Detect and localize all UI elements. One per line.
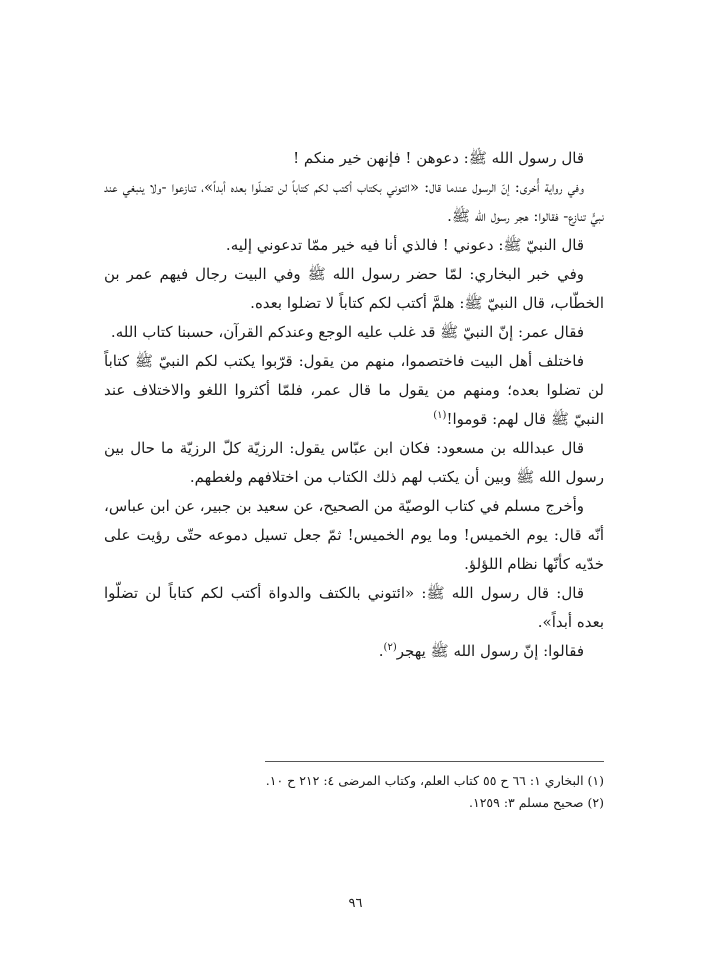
footnote-ref-2: (٢)	[383, 642, 397, 653]
paragraph-10	[104, 637, 604, 666]
paragraph-3: قال النبيّ ﷺ: دعوني ! فالذي أنا فيه خير ممّا تدعوني إليه.	[225, 236, 584, 254]
paragraph-2: وفي رواية أُخرى: إنّ الرسول عندما قال: «ائتوني بكتاب أكتب لكم كتاباً لن تضلّوا بعده أبداً»، تنازعوا -ولا ينبغي عند نبيٍّ تنازع- فقالوا: هجر رسول الله ﷺ.	[104, 178, 604, 225]
footnote-divider	[265, 761, 604, 762]
paragraph-7: قال عبدالله بن مسعود: فكان ابن عبّاس يقول: الرزيّة كلّ الرزيّة ما حال بين رسول الله ﷺ وبين أن يكتب لهم ذلك الكتاب من اختلافهم ولغطهم.	[104, 439, 604, 486]
footnotes	[104, 770, 604, 814]
paragraph-9: قال: قال رسول الله ﷺ: «ائتوني بالكتف والدواة أكتب لكم كتاباً لن تضلّوا بعده أبداً».	[104, 584, 604, 631]
final-period: .	[378, 642, 384, 660]
paragraph-1: قال رسول الله ﷺ: دعوهن ! فإنهن خير منكم !	[293, 149, 584, 167]
paragraph-4: وفي خبر البخاري: لمّا حضر رسول الله ﷺ وفي البيت رجال فيهم عمر بن الخطّاب، قال النبيّ ﷺ: هلمَّ أكتب لكم كتاباً لا تضلوا بعده.	[104, 265, 604, 312]
paragraph-6	[104, 347, 604, 434]
paragraph-10-text: فقالوا: إنّ رسول الله ﷺ يهجر	[396, 642, 584, 660]
paragraph-8: وأخرج مسلم في كتاب الوصيّة من الصحيح، عن سعيد بن جبير، عن ابن عباس، أنّه قال: يوم الخميس! وما يوم الخميس! ثمّ جعل تسيل دموعه حتّى رؤيت على خدّيه كأنّها نظام اللؤلؤ.	[104, 497, 604, 573]
footnote-ref-1: (١)	[433, 410, 447, 421]
page-number: ٩٦	[348, 896, 363, 911]
main-text	[104, 144, 604, 666]
footnote-2: (٢) صحيح مسلم ٣: ١٢٥٩.	[469, 795, 604, 810]
paragraph-5: فقال عمر: إنّ النبيّ ﷺ قد غلب عليه الوجع وعندكم القرآن، حسبنا كتاب الله.	[110, 323, 584, 341]
footnote-1: (١) البخاري ١: ٦٦ ح ٥٥ كتاب العلم، وكتاب المرضى ٤: ٢١٢ ح ١٠.	[265, 773, 604, 788]
paragraph-6-text: فاختلف أهل البيت فاختصموا، منهم من يقول: قرّبوا يكتب لكم النبيّ ﷺ كتاباً لن تضلوا بعده؛ ومنهم من يقول ما قال عمر، فلمّا أكثروا اللغو والاختلاف عند النبيّ ﷺ قال لهم: قوموا!	[104, 352, 604, 428]
